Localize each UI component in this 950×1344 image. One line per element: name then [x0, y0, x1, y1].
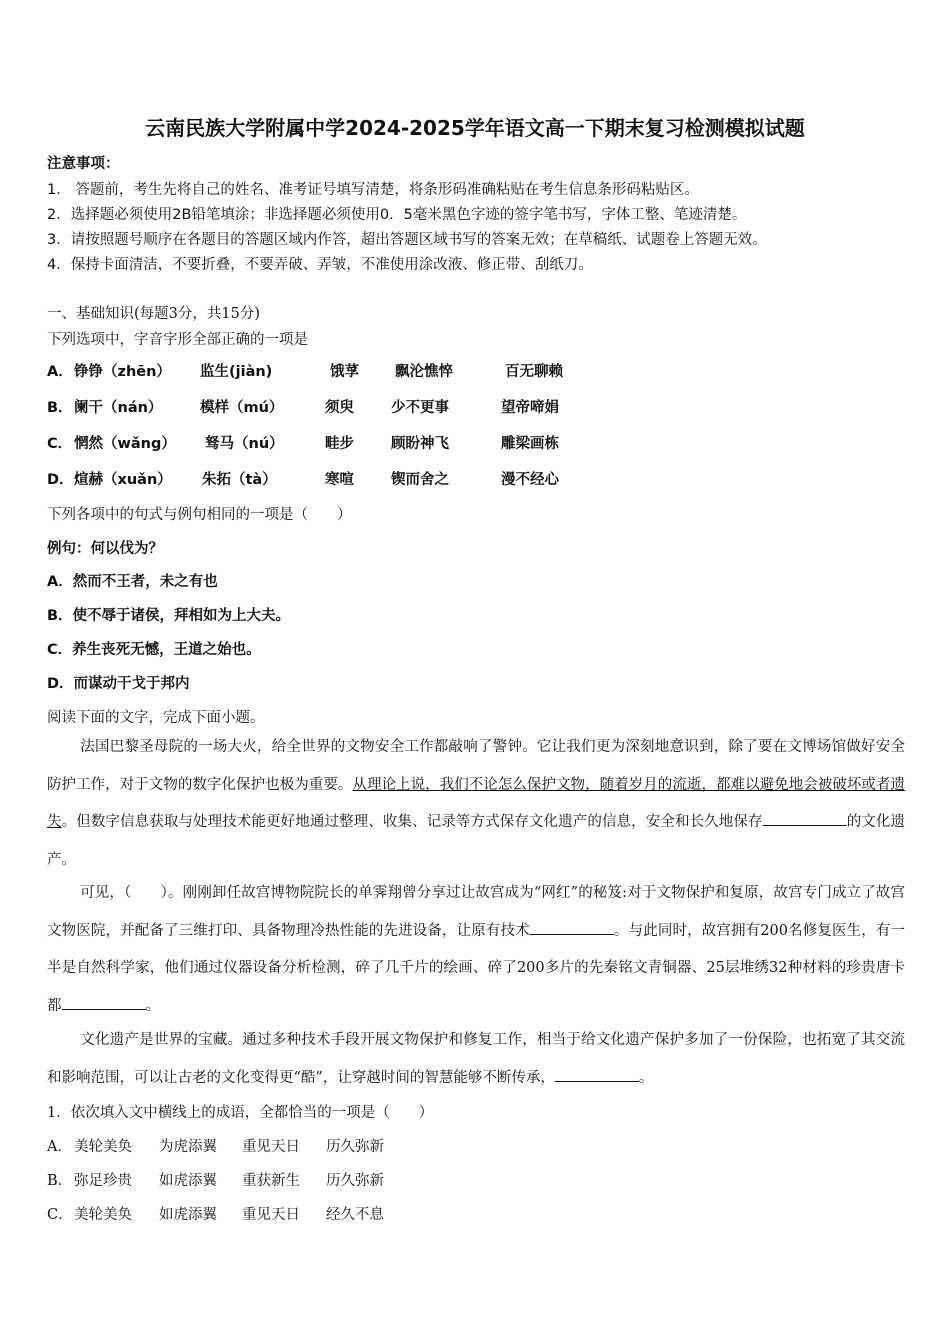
paragraph-text: 。但数字信息获取与处理技术能更好地通过整理、收集、记录等方式保存文化遗产的信息，安全和长久地保存: [61, 814, 763, 830]
option-letter: D．: [47, 472, 74, 488]
paragraph-text: 。与此同时，故宫拥有200名修复医生，有一半是自然科学家，他们通过仪器设备分析检测，碎了几千片的绘画、碎了200多片的先秦铭文青铜器、25层堆绣32种材料的珍贵唐卡都: [47, 922, 905, 1014]
paragraph-text: 。: [145, 997, 160, 1014]
option-item: 少不更事: [391, 400, 449, 416]
notice-item-3: 3．请按照题号顺序在各题目的答题区域内作答，超出答题区域书写的答案无效；在草稿纸、试题卷上答题无效。: [47, 232, 767, 248]
choice-item: 如虎添翼: [159, 1207, 217, 1223]
option-item: 寒喧: [325, 472, 354, 488]
question-stem: 下列各项中的句式与例句相同的一项是（ ）: [47, 507, 352, 523]
option-letter: C．: [47, 436, 73, 452]
option-letter: A．: [47, 364, 73, 380]
reading-paragraph-2: [47, 875, 905, 1025]
fill-blank: [763, 811, 847, 826]
fill-blank: [530, 920, 614, 935]
option-letter: B．: [47, 400, 73, 416]
question-stem: 1．依次填入文中横线上的成语，全都恰当的一项是（ ）: [47, 1105, 434, 1121]
notice-item-1: 1． 答题前，考生先将自己的姓名、准考证号填写清楚，将条形码准确粘贴在考生信息条形码粘贴区。: [47, 182, 699, 198]
notice-heading: 注意事项：: [47, 156, 120, 172]
choice-letter: C．: [47, 1207, 73, 1223]
fill-blank: [555, 1067, 639, 1082]
option-item: 畦步: [325, 436, 354, 452]
paragraph-text: 可见，（ ）。刚刚卸任故宫博物院院长的单霁翔曾分享过让故宫成为“网红”的秘笈:对于文物保护和复原，故宫专门成立了故宫文物医院，并配备了三维打印、具备物理冷热性能的先进设备，让原有技术: [47, 885, 905, 939]
option-item: 朱拓（tà）: [202, 472, 277, 488]
choice-item: 经久不息: [326, 1207, 384, 1223]
option-a: A．然而不王者，未之有也: [47, 574, 218, 590]
option-item: 驽马（nú）: [205, 436, 284, 452]
option-item: 模样（mú）: [200, 400, 284, 416]
reading-intro: 阅读下面的文字，完成下面小题。: [47, 710, 265, 726]
option-item: 锲而舍之: [391, 472, 449, 488]
example-sentence: 例句：何以伐为？: [47, 541, 163, 557]
option-item: 铮铮（zhēn）: [74, 364, 171, 380]
option-item: 监生(jiàn): [200, 364, 273, 380]
option-b: B．使不辱于诸侯，拜相如为上大夫。: [47, 608, 291, 624]
choice-item: 弥足珍贵: [74, 1173, 132, 1189]
question-stem: 下列选项中，字音字形全部正确的一项是: [47, 332, 308, 348]
choice-item: 重见天日: [242, 1207, 300, 1223]
notice-item-4: 4．保持卡面清洁，不要折叠，不要弄破、弄皱，不准使用涂改液、修正带、刮纸刀。: [47, 257, 593, 273]
notice-item-2: 2．选择题必须使用2B铅笔填涂；非选择题必须使用0．5毫米黑色字迹的签字笔书写，字体工整、笔迹清楚。: [47, 207, 747, 223]
paragraph-text: 的文化遗产。: [47, 814, 906, 868]
option-item: 漫不经心: [501, 472, 559, 488]
choice-letter: B．: [47, 1173, 73, 1189]
paragraph-text: 文化遗产是世界的宝藏。通过多种技术手段开展文物保护和修复工作，相当于给文化遗产保护多加了一份保险，也拓宽了其交流和影响范围，可以让古老的文化变得更“酷”，让穿越时间的智慧能够不断传承，: [47, 1032, 905, 1086]
option-item: 须臾: [325, 400, 354, 416]
option-item: 百无聊赖: [505, 364, 563, 380]
choice-item: 为虎添翼: [159, 1139, 217, 1155]
choice-item: 重获新生: [242, 1173, 300, 1189]
fill-blank: [62, 995, 146, 1010]
choice-item: 重见天日: [242, 1139, 300, 1155]
choice-item: 美轮美奂: [74, 1207, 132, 1223]
option-item: 惘然（wǎng）: [74, 436, 176, 452]
paragraph-text: 法国巴黎圣母院的一场大火，给全世界的文物安全工作都敲响了警钟。它让我们更为深刻地意识到，除了要在文博场馆做好安全防护工作，对于文物的数字化保护也极为重要。: [47, 739, 905, 793]
option-item: 饿莩: [330, 364, 359, 380]
page-title: 云南民族大学附属中学2024-2025学年语文高一下期末复习检测模拟试题: [145, 116, 805, 140]
underlined-sentence: 从理论上说，我们不论怎么保护文物，随着岁月的流逝，都难以避免地会被破坏或者遗失: [47, 776, 905, 830]
option-item: 顾盼神飞: [391, 436, 449, 452]
option-item: 望帝啼娟: [501, 400, 559, 416]
option-d: D．而谋动干戈于邦内: [47, 676, 190, 692]
option-item: 飘沦憔悴: [395, 364, 453, 380]
choice-item: 美轮美奂: [74, 1139, 132, 1155]
reading-paragraph-3: [47, 1022, 905, 1097]
option-c: C．养生丧死无憾，王道之始也。: [47, 642, 261, 658]
option-item: 煊赫（xuǎn）: [74, 472, 172, 488]
section-heading: 一、基础知识(每题3分，共15分): [47, 306, 260, 322]
choice-item: 历久弥新: [326, 1173, 384, 1189]
choice-item: 历久弥新: [326, 1139, 384, 1155]
reading-paragraph-1: [47, 729, 905, 879]
option-item: 阑干（nán）: [74, 400, 163, 416]
choice-item: 如虎添翼: [159, 1173, 217, 1189]
option-item: 雕梁画栋: [501, 436, 559, 452]
choice-letter: A．: [47, 1139, 72, 1155]
paragraph-text: 。: [638, 1069, 654, 1086]
